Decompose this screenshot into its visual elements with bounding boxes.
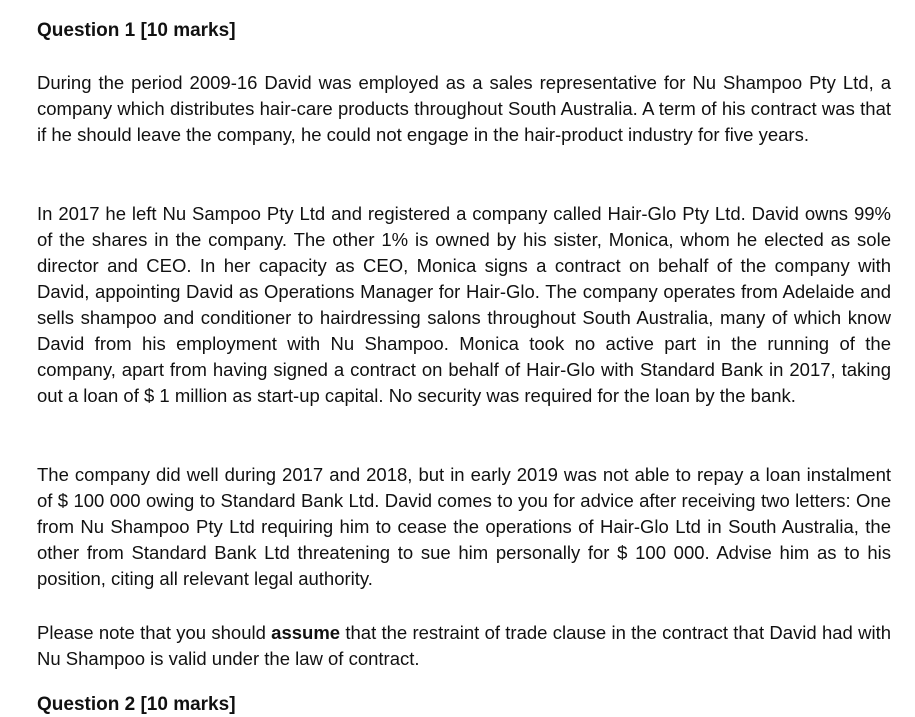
note-text-after: that the restraint of trade clause in the contract that David had with Nu Shampoo is valid under the law of contract. [37, 622, 891, 669]
paragraph-note [37, 620, 891, 672]
next-question-heading: Question 2 [10 marks] [37, 694, 236, 715]
paragraph-hair-glo: In 2017 he left Nu Sampoo Pty Ltd and registered a company called Hair-Glo Pty Ltd. David owns 99% of the shares in the company. The other 1% is owned by his sister, Monica, whom he elected as sole director and CEO. In her capacity as CEO, Monica signs a contract on behalf of the company with David, appointing David as Operations Manager for Hair-Glo. The company operates from Adelaide and sells shampoo and conditioner to hairdressing salons throughout South Australia, many of which know David from his employment with Nu Shampoo. Monica took no active part in the running of the company, apart from having signed a contract on behalf of Hair-Glo with Standard Bank in 2017, taking out a loan of $ 1 million as start-up capital. No security was required for the loan by the bank. [37, 203, 891, 406]
note-emphasis: assume [271, 622, 341, 643]
paragraph-letters: The company did well during 2017 and 2018, but in early 2019 was not able to repay a loan instalment of $ 100 000 owing to Standard Bank Ltd. David comes to you for advice after receiving two letters: One from Nu Shampoo Pty Ltd requiring him to cease the operations of Hair-Glo Ltd in South Australia, the other from Standard Bank Ltd threatening to sue him personally for $ 100 000. Advise him as to his position, citing all relevant legal authority. [37, 464, 891, 589]
paragraph-employment: During the period 2009-16 David was employed as a sales representative for Nu Shampoo Pty Ltd, a company which distributes hair-care products throughout South Australia. A term of his contract was that if he should leave the company, he could not engage in the hair-product industry for five years. [37, 72, 891, 145]
question-heading: Question 1 [10 marks] [37, 20, 236, 41]
note-text-before: Please note that you should [37, 622, 272, 643]
